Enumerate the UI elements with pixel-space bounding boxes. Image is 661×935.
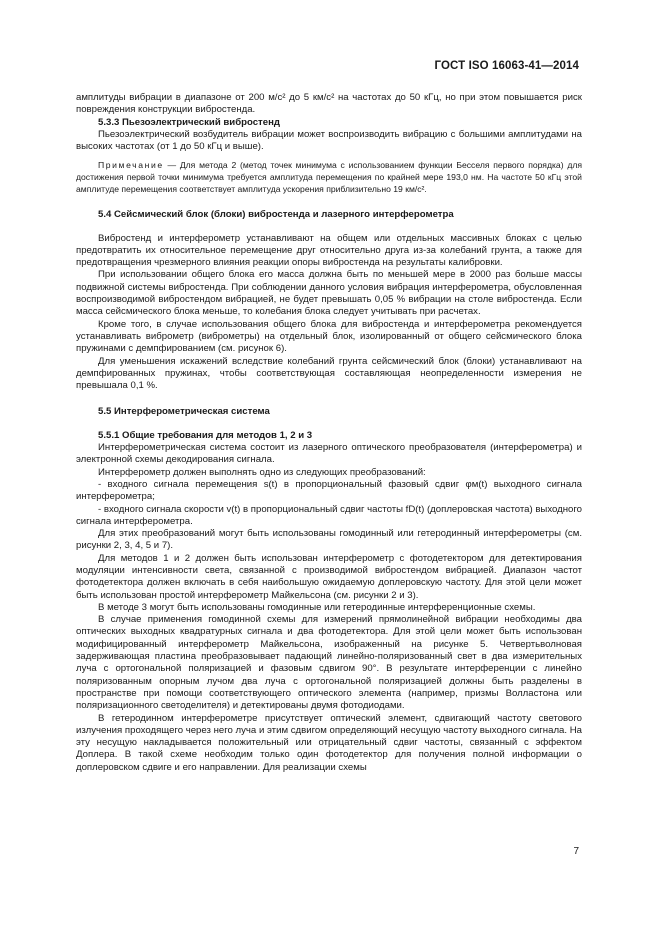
- note-label: Примечание: [98, 160, 164, 171]
- paragraph: Вибростенд и интерферометр устанавливают на общем или отдельных массивных блоках с целью предотвратить их относительное перемещение друг относительно друга из-за колебаний грунта, а также для предотвращения чрезмерного влияния реакции опоры вибростенда на результаты калибровки.: [76, 232, 582, 269]
- list-item: - входного сигнала перемещения s(t) в пропорциональный фазовый сдвиг φм(t) выходного сигнала интерферометра;: [76, 478, 582, 503]
- paragraph: Для методов 1 и 2 должен быть использован интерферометр с фотодетектором для детектирования модуляции интенсивности света, связанной с производимой вибростендом вибрацией. Диапазон частот фотодетектора должен включать в себя наибольшую ожидаемую доплеровскую частоту. Для этой цели может быть использован простой интерферометр Майкельсона (см. рисунки 2 и 3).: [76, 552, 582, 601]
- paragraph: Пьезоэлектрический возбудитель вибрации может воспроизводить вибрацию с большими амплитудами на высоких частотах (от 1 до 50 кГц и выше).: [76, 128, 582, 153]
- paragraph: Интерферометрическая система состоит из лазерного оптического преобразователя (интерферометра) и электронной схемы декодирования сигнала.: [76, 442, 582, 466]
- paragraph: Интерферометр должен выполнять одно из следующих преобразований:: [98, 466, 426, 478]
- paragraph: Для этих преобразований могут быть использованы гомодинный или гетеродинный интерферометры (см. рисунки 2, 3, 4, 5 и 7).: [76, 528, 582, 552]
- page-content: [76, 92, 582, 774]
- note-text: — Для метода 2 (метод точек минимума с использованием функции Бесселя первого порядка) для достижения первой точки минимума требуется амплитуда перемещения по крайней мере 193,0 нм. На частоте 50 кГц этой амплитуде перемещения соответствует амплитуда ускорения приблизительно 19 км/с².: [76, 160, 582, 194]
- paragraph: Для уменьшения искажений вследствие колебаний грунта сейсмический блок (блоки) устанавливают на демпфированных пружинах, чтобы соответствующая составляющая неопределенности измерения не превышала 0,1 %.: [76, 355, 582, 392]
- paragraph: В случае применения гомодинной схемы для измерений прямолинейной вибрации необходимы два оптических выходных квадратурных сигнала и два фотодетектора. Для этой цели может быть использован модифицированный интерферометр Майкельсона, изображенный на рисунке 5. Четвертьволновая задерживающая пластина преобразовывает падающий линейно-поляризованный свет в два измерительных луча с ортогональной поляризацией и фазовым сдвигом 90°. В результате интерференции с линейно поляризованным опорным лучом два луча с ортогональной поляризацией должны быть разделены в пространстве при помощи соответствующего оптического элемента (например, призмы Волластона или поляризационного светоделителя) и детектированы двумя фотодиодами.: [76, 614, 582, 712]
- note: [76, 160, 582, 195]
- paragraph: амплитуды вибрации в диапазоне от 200 м/с² до 5 км/с² на частотах до 50 кГц, но при этом повышается риск повреждения конструкции вибростенда.: [76, 92, 582, 116]
- paragraph: Кроме того, в случае использования общего блока для вибростенда и интерферометра рекомендуется устанавливать виброметр (виброметры) на отдельный блок, изолированный от общего сейсмического блока пружинами с демпфированием (см. рисунок 6).: [76, 318, 582, 355]
- paragraph: В гетеродинном интерферометре присутствует оптический элемент, сдвигающий частоту светового излучения проходящего через него луча и этим сдвигом определяющий несущую частоту выходного сигнала. На эту несущую накладывается положительный или отрицательный сдвиг частоты, связанный с эффектом Доплера. В такой схеме необходим только один фотодетектор для получения полной информации о доплеровском сдвиге и его направлении. Для реализации схемы: [76, 712, 582, 773]
- page-number: 7: [573, 846, 579, 857]
- standard-header: ГОСТ ISO 16063-41—2014: [434, 60, 579, 72]
- section-heading-5-4: 5.4 Сейсмический блок (блоки) вибростенда и лазерного интерферометра: [98, 209, 454, 221]
- paragraph: При использовании общего блока его масса должна быть по меньшей мере в 2000 раз больше массы подвижной системы вибростенда. При соблюдении данного условия вибрация интерферометра, обусловленная воспроизводимой вибростендом вибрацией, не будет превышать 0,05 % вибрации на столе вибростенда. Если масса сейсмического блока меньше, то колебания блока следует учитывать при расчетах.: [76, 269, 582, 318]
- section-heading-5-5-1: 5.5.1 Общие требования для методов 1, 2 и 3: [98, 429, 313, 441]
- list-item: - входного сигнала скорости v(t) в пропорциональный сдвиг частоты fD(t) (доплеровская частота) выходного сигнала интерферометра.: [76, 503, 582, 527]
- section-heading-5-3-3: 5.3.3 Пьезоэлектрический вибростенд: [98, 116, 280, 128]
- paragraph: В методе 3 могут быть использованы гомодинные или гетеродинные интерференционные схемы.: [98, 601, 536, 613]
- section-heading-5-5: 5.5 Интерферометрическая система: [98, 406, 270, 418]
